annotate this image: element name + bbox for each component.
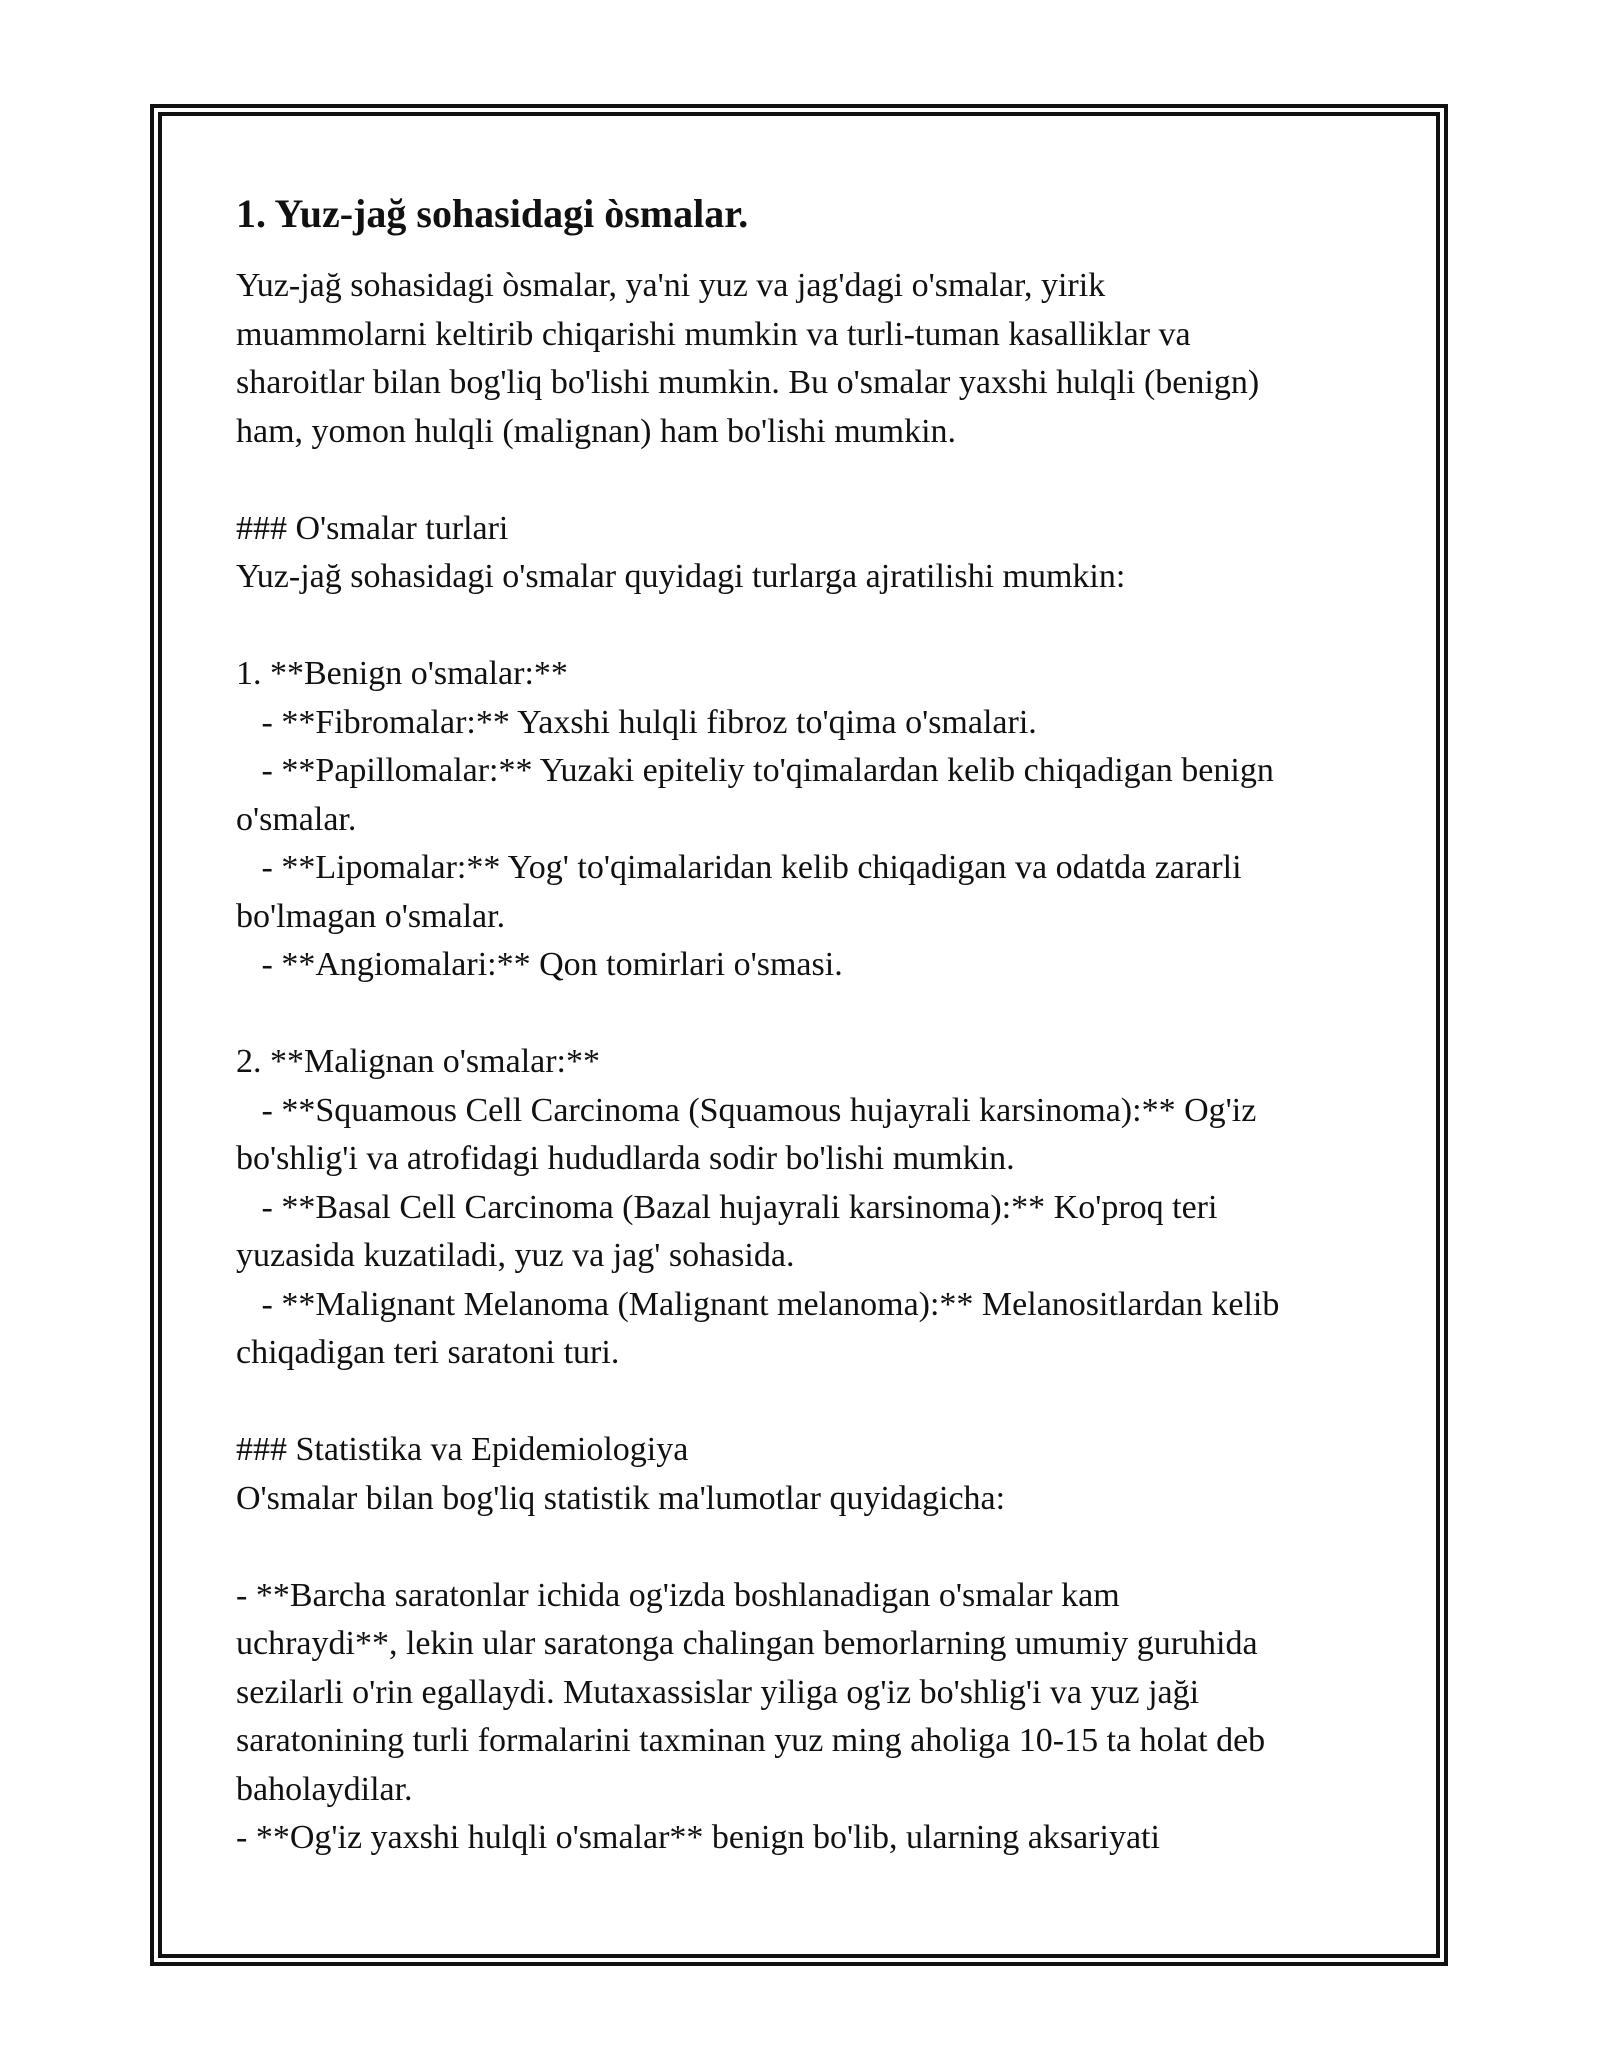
text-line: sharoitlar bilan bog'liq bo'lishi mumkin. Bu o'smalar yaxshi hulqli (benign) [236,364,1260,401]
list-item-continuation: chiqadigan teri saratoni turi. [236,1334,620,1371]
list-heading: 2. **Malignan o'smalar:** [236,1043,601,1080]
list-item: - **Fibromalar:** Yaxshi hulqli fibroz to'qima o'smalari. [236,703,1037,741]
list-item-continuation: o'smalar. [236,800,357,838]
blank-line [236,1523,1376,1572]
document-body [236,186,1376,1863]
list-item-continuation: bo'shlig'i va atrofidagi hududlarda sodir bo'lishi mumkin. [236,1140,1015,1177]
list-item-continuation: saratonining turli formalarini taxminan yuz ming aholiga 10-15 ta holat deb [236,1722,1266,1759]
list-item-continuation: sezilarli o'rin egallaydi. Mutaxassislar yiliga og'iz bo'shlig'i va yuz jaği [236,1673,1200,1711]
text-line: Yuz-jağ sohasidagi o'smalar quyidagi turlarga ajratilishi mumkin: [236,558,1126,595]
list-item: - **Papillomalar:** Yuzaki epiteliy to'qimalardan kelib chiqadigan benign [236,752,1274,789]
text-line: muammolarni keltirib chiqarishi mumkin va turli-tuman kasalliklar va [236,315,1191,353]
blank-line [236,602,1376,651]
list-item: - **Basal Cell Carcinoma (Bazal hujayrali karsinoma):** Ko'proq teri [236,1188,1218,1226]
list-heading: 1. **Benign o'smalar:** [236,655,568,692]
document-title: 1. Yuz-jağ sohasidagi òsmalar. [236,191,749,236]
text-line: Yuz-jağ sohasidagi òsmalar, ya'ni yuz va jag'dagi o'smalar, yirik [236,267,1106,304]
text-line: O'smalar bilan bog'liq statistik ma'lumotlar quyidagicha: [236,1479,1006,1517]
list-item-continuation: bo'lmagan o'smalar. [236,897,506,935]
text-line: ham, yomon hulqli (malignan) ham bo'lishi mumkin. [236,412,957,450]
list-item: - **Lipomalar:** Yog' to'qimalaridan kelib chiqadigan va odatda zararli [236,849,1242,886]
blank-line [236,990,1376,1039]
list-item: - **Squamous Cell Carcinoma (Squamous hujayrali karsinoma):** Og'iz [236,1091,1257,1129]
list-item: - **Malignant Melanoma (Malignant melanoma):** Melanositlardan kelib [236,1285,1280,1323]
section-heading: ### O'smalar turlari [236,509,509,547]
list-item: - **Og'iz yaxshi hulqli o'smalar** benign bo'lib, ularning aksariyati [236,1819,1160,1856]
blank-line [236,456,1376,505]
list-item-continuation: uchraydi**, lekin ular saratonga chalingan bemorlarning umumiy guruhida [236,1625,1258,1662]
list-item-continuation: yuzasida kuzatiladi, yuz va jag' sohasida. [236,1237,795,1274]
list-item: - **Angiomalari:** Qon tomirlari o'smasi. [236,946,843,983]
section-heading: ### Statistika va Epidemiologiya [236,1431,689,1468]
blank-line [236,1378,1376,1427]
list-item: - **Barcha saratonlar ichida og'izda boshlanadigan o'smalar kam [236,1576,1120,1614]
list-item-continuation: baholaydilar. [236,1770,413,1808]
